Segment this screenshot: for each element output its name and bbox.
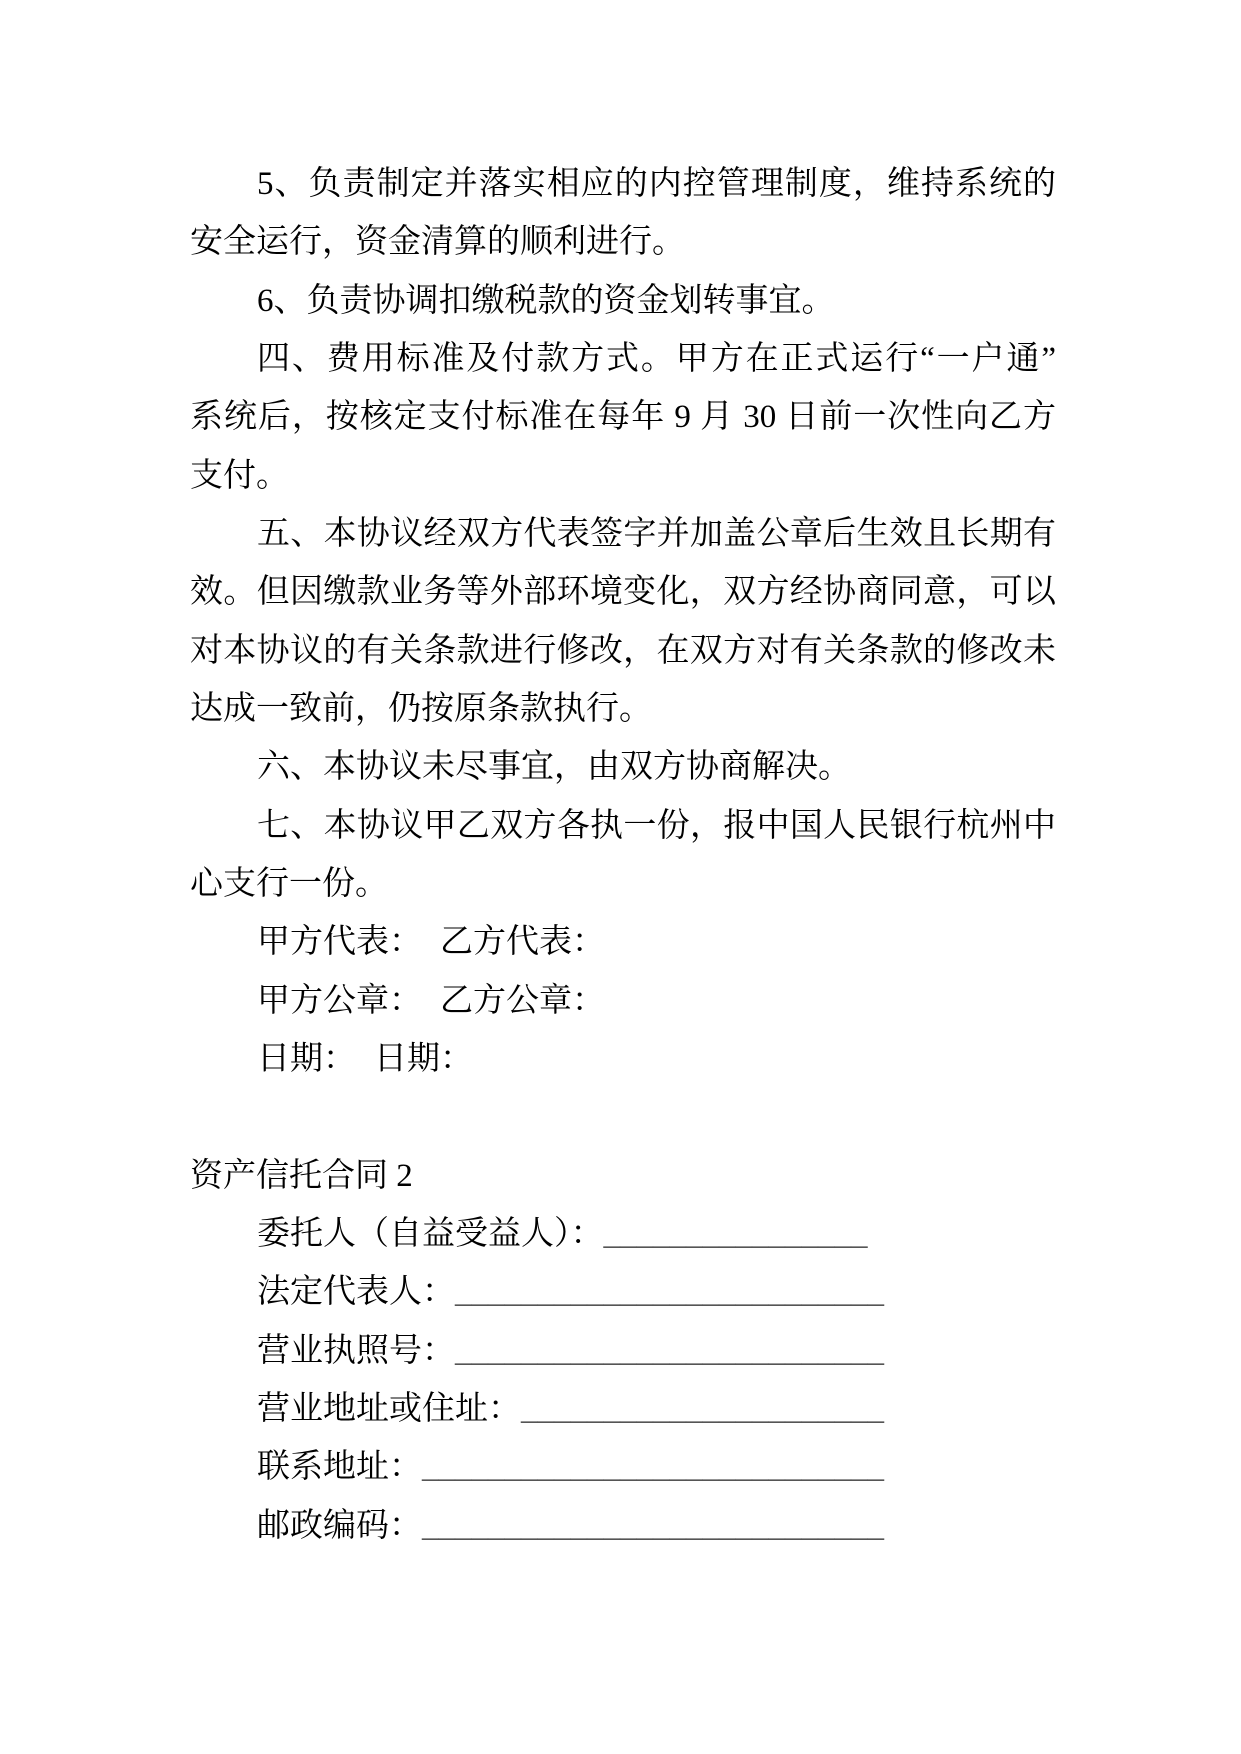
party-b-date-label: 日期： — [374, 1040, 473, 1077]
paragraph-line: 6、负责协调扣缴税款的资金划转事宜。 — [257, 282, 835, 319]
party-a-representative-label: 甲方代表： — [257, 924, 422, 961]
party-b-representative-label: 乙方代表： — [440, 924, 605, 961]
field-blank: __________________________ — [455, 1274, 884, 1311]
field-label: 营业地址或住址： — [257, 1390, 521, 1427]
field-label: 营业执照号： — [257, 1332, 455, 1369]
party-b-seal-label: 乙方公章： — [440, 982, 605, 1019]
party-a-seal-label: 甲方公章： — [257, 982, 422, 1019]
paragraph-line: 安全运行，资金清算的顺利进行。 — [190, 224, 685, 261]
form-field — [190, 1322, 1056, 1380]
field-label: 法定代表人： — [257, 1274, 455, 1311]
clause-paragraph — [190, 738, 1056, 796]
paragraph-line: 效。但因缴款业务等外部环境变化，双方经协商同意，可以 — [190, 574, 1056, 611]
signature-row — [190, 1030, 1056, 1088]
paragraph-line: 六、本协议未尽事宜，由双方协商解决。 — [257, 749, 851, 786]
contract-title: 资产信托合同 2 — [190, 1157, 413, 1194]
field-blank: ________________ — [603, 1215, 868, 1252]
field-blank: ____________________________ — [422, 1507, 884, 1544]
field-blank: ______________________ — [521, 1390, 884, 1427]
paragraph-line: 支付。 — [190, 457, 289, 494]
signature-block — [190, 913, 1056, 1088]
party-a-date-label: 日期： — [257, 1040, 356, 1077]
paragraph-line: 四、费用标准及付款方式。甲方在正式运行“一户通” — [257, 340, 1056, 377]
clause-paragraph — [190, 797, 1056, 914]
field-label: 委托人（自益受益人）： — [257, 1215, 604, 1252]
form-field — [190, 1263, 1056, 1321]
form-field — [190, 1497, 1056, 1555]
signature-row — [190, 913, 1056, 971]
field-label: 联系地址： — [257, 1449, 422, 1486]
form-field — [190, 1438, 1056, 1496]
clause-paragraph — [190, 330, 1056, 505]
form-field — [190, 1205, 1056, 1263]
document-body — [190, 155, 1056, 1555]
field-label: 邮政编码： — [257, 1507, 422, 1544]
clause-paragraph — [190, 505, 1056, 738]
signature-row — [190, 972, 1056, 1030]
field-blank: __________________________ — [455, 1332, 884, 1369]
paragraph-line: 七、本协议甲乙双方各执一份，报中国人民银行杭州中 — [257, 807, 1056, 844]
paragraph-line: 系统后，按核定支付标准在每年 9 月 30 日前一次性向乙方 — [190, 399, 1056, 436]
clause-paragraph — [190, 155, 1056, 272]
paragraph-line: 5、负责制定并落实相应的内控管理制度，维持系统的 — [257, 166, 1056, 202]
paragraph-spacer — [190, 1088, 1056, 1146]
paragraph-line: 心支行一份。 — [190, 865, 388, 902]
field-blank: ____________________________ — [422, 1449, 884, 1486]
second-contract-section — [190, 1147, 1056, 1555]
clause-paragraph — [190, 272, 1056, 330]
form-field — [190, 1380, 1056, 1438]
paragraph-line: 五、本协议经双方代表签字并加盖公章后生效且长期有 — [257, 515, 1056, 552]
paragraph-line: 对本协议的有关条款进行修改，在双方对有关条款的修改未 — [190, 632, 1056, 669]
paragraph-line: 达成一致前，仍按原条款执行。 — [190, 690, 652, 727]
